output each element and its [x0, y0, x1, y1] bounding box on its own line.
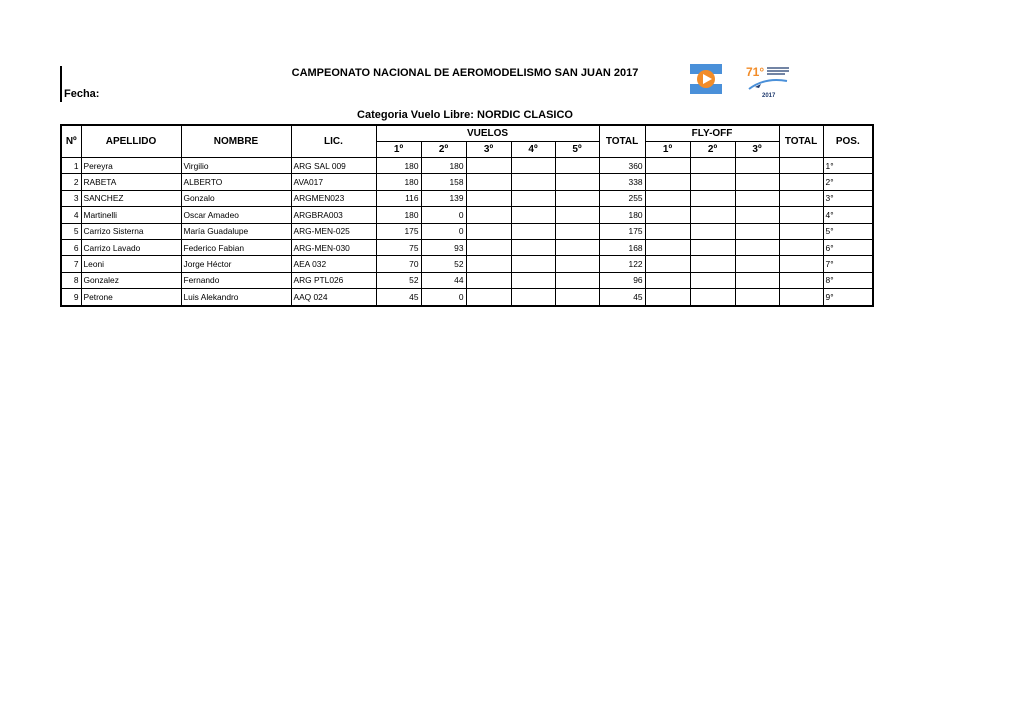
cell-flyoff-2: [690, 158, 735, 174]
cell-flyoff-1: [645, 207, 690, 223]
cell-total: 168: [599, 239, 645, 255]
cell-num: 3: [61, 190, 81, 206]
cell-vuelo-5: [555, 158, 599, 174]
cell-flyoff-1: [645, 223, 690, 239]
cell-flyoff-2: [690, 256, 735, 272]
category-subtitle: Categoria Vuelo Libre: NORDIC CLASICO: [357, 109, 573, 121]
cell-total-final: [779, 207, 823, 223]
cell-pos: 6°: [823, 239, 873, 255]
cell-total: 255: [599, 190, 645, 206]
cell-vuelo-2: 0: [421, 223, 466, 239]
cell-total: 45: [599, 289, 645, 306]
cell-vuelo-2: 139: [421, 190, 466, 206]
cell-nombre: Jorge Héctor: [181, 256, 291, 272]
cell-pos: 7°: [823, 256, 873, 272]
cell-vuelo-1: 75: [376, 239, 421, 255]
cell-flyoff-2: [690, 174, 735, 190]
cell-num: 7: [61, 256, 81, 272]
cell-apellido: Petrone: [81, 289, 181, 306]
cell-apellido: SANCHEZ: [81, 190, 181, 206]
header-flyoff-2: 2º: [690, 142, 735, 158]
table-row: [61, 272, 873, 288]
cell-apellido: Leoni: [81, 256, 181, 272]
cell-flyoff-2: [690, 239, 735, 255]
cell-total-final: [779, 272, 823, 288]
cell-nombre: Fernando: [181, 272, 291, 288]
cell-num: 2: [61, 174, 81, 190]
cell-nombre: Virgilio: [181, 158, 291, 174]
cell-vuelo-5: [555, 207, 599, 223]
cell-nombre: María Guadalupe: [181, 223, 291, 239]
cell-lic: ARGMEN023: [291, 190, 376, 206]
cell-nombre: Gonzalo: [181, 190, 291, 206]
cell-vuelo-4: [511, 223, 555, 239]
margin-bar: [60, 66, 62, 102]
cell-vuelo-3: [466, 174, 511, 190]
cell-num: 5: [61, 223, 81, 239]
header-vuelo-1: 1º: [376, 142, 421, 158]
header-flyoff-3: 3º: [735, 142, 779, 158]
cell-vuelo-2: 180: [421, 158, 466, 174]
cell-vuelo-3: [466, 289, 511, 306]
header-lic: LIC.: [291, 125, 376, 158]
cell-flyoff-1: [645, 190, 690, 206]
cell-pos: 5°: [823, 223, 873, 239]
header-pos: POS.: [823, 125, 873, 158]
cell-nombre: Federico Fabian: [181, 239, 291, 255]
event-number: 71°: [746, 65, 765, 79]
cell-flyoff-3: [735, 174, 779, 190]
header-total: TOTAL: [599, 125, 645, 158]
cell-apellido: Martinelli: [81, 207, 181, 223]
cell-vuelo-3: [466, 158, 511, 174]
cell-lic: ARG PTL026: [291, 272, 376, 288]
cell-num: 8: [61, 272, 81, 288]
cell-apellido: Pereyra: [81, 158, 181, 174]
table-row: [61, 174, 873, 190]
cell-vuelo-2: 93: [421, 239, 466, 255]
header-flyoff: FLY-OFF: [645, 125, 779, 142]
cell-vuelo-1: 180: [376, 174, 421, 190]
cell-pos: 4°: [823, 207, 873, 223]
cell-vuelo-5: [555, 190, 599, 206]
cell-total-final: [779, 190, 823, 206]
cell-num: 9: [61, 289, 81, 306]
table-row: [61, 289, 873, 306]
cell-vuelo-3: [466, 239, 511, 255]
header-nombre: NOMBRE: [181, 125, 291, 158]
table-row: [61, 207, 873, 223]
cell-total-final: [779, 158, 823, 174]
cell-total: 96: [599, 272, 645, 288]
header-total-final: TOTAL: [779, 125, 823, 158]
cell-vuelo-4: [511, 239, 555, 255]
cell-apellido: Carrizo Sisterna: [81, 223, 181, 239]
cell-vuelo-1: 70: [376, 256, 421, 272]
cell-total: 360: [599, 158, 645, 174]
cell-lic: AVA017: [291, 174, 376, 190]
cell-flyoff-1: [645, 272, 690, 288]
cell-vuelo-3: [466, 207, 511, 223]
cell-flyoff-2: [690, 207, 735, 223]
cell-total-final: [779, 174, 823, 190]
table-row: [61, 256, 873, 272]
cell-flyoff-1: [645, 289, 690, 306]
cell-total: 122: [599, 256, 645, 272]
cell-flyoff-3: [735, 190, 779, 206]
cell-lic: AAQ 024: [291, 289, 376, 306]
cell-flyoff-3: [735, 158, 779, 174]
cell-vuelo-3: [466, 272, 511, 288]
cell-vuelo-5: [555, 289, 599, 306]
cell-apellido: Gonzalez: [81, 272, 181, 288]
cell-vuelo-1: 52: [376, 272, 421, 288]
cell-vuelo-4: [511, 289, 555, 306]
header-num: Nº: [61, 125, 81, 158]
event-71-logo-icon: [745, 63, 791, 99]
cell-vuelo-5: [555, 239, 599, 255]
cell-flyoff-3: [735, 256, 779, 272]
cell-total: 175: [599, 223, 645, 239]
cell-vuelo-3: [466, 223, 511, 239]
cell-vuelo-4: [511, 174, 555, 190]
event-year: 2017: [762, 93, 776, 99]
cell-vuelo-4: [511, 207, 555, 223]
cell-flyoff-3: [735, 272, 779, 288]
cell-flyoff-2: [690, 289, 735, 306]
cell-flyoff-1: [645, 256, 690, 272]
cell-num: 1: [61, 158, 81, 174]
cell-pos: 3°: [823, 190, 873, 206]
cell-pos: 2°: [823, 174, 873, 190]
cell-vuelo-2: 158: [421, 174, 466, 190]
cell-vuelo-5: [555, 272, 599, 288]
cell-vuelo-3: [466, 256, 511, 272]
cell-pos: 8°: [823, 272, 873, 288]
cell-total-final: [779, 289, 823, 306]
cell-vuelo-1: 180: [376, 207, 421, 223]
header-vuelo-3: 3º: [466, 142, 511, 158]
cell-vuelo-5: [555, 223, 599, 239]
cell-vuelo-1: 116: [376, 190, 421, 206]
cell-total-final: [779, 239, 823, 255]
table-row: [61, 190, 873, 206]
cell-pos: 1°: [823, 158, 873, 174]
table-row: [61, 158, 873, 174]
header-vuelo-5: 5º: [555, 142, 599, 158]
cell-nombre: ALBERTO: [181, 174, 291, 190]
cell-vuelo-5: [555, 174, 599, 190]
cell-total: 338: [599, 174, 645, 190]
cell-nombre: Luis Alekandro: [181, 289, 291, 306]
header-vuelos: VUELOS: [376, 125, 599, 142]
cell-flyoff-3: [735, 223, 779, 239]
cell-vuelo-4: [511, 256, 555, 272]
cell-vuelo-4: [511, 272, 555, 288]
cell-nombre: Oscar Amadeo: [181, 207, 291, 223]
cell-flyoff-3: [735, 289, 779, 306]
cell-total-final: [779, 223, 823, 239]
cell-vuelo-4: [511, 158, 555, 174]
table-row: [61, 223, 873, 239]
cell-total: 180: [599, 207, 645, 223]
cell-flyoff-3: [735, 239, 779, 255]
header-flyoff-1: 1º: [645, 142, 690, 158]
cell-pos: 9°: [823, 289, 873, 306]
results-body: [61, 158, 873, 306]
cell-total-final: [779, 256, 823, 272]
cell-flyoff-1: [645, 174, 690, 190]
page-title: CAMPEONATO NACIONAL DE AEROMODELISMO SAN JUAN 2017: [291, 67, 639, 79]
date-label: Fecha:: [64, 88, 100, 100]
cell-apellido: RABETA: [81, 174, 181, 190]
cell-vuelo-2: 44: [421, 272, 466, 288]
cell-vuelo-2: 0: [421, 289, 466, 306]
cell-flyoff-1: [645, 158, 690, 174]
cell-lic: ARG-MEN-030: [291, 239, 376, 255]
cell-num: 4: [61, 207, 81, 223]
cell-lic: AEA 032: [291, 256, 376, 272]
cell-flyoff-1: [645, 239, 690, 255]
cell-flyoff-2: [690, 272, 735, 288]
cell-apellido: Carrizo Lavado: [81, 239, 181, 255]
cell-vuelo-3: [466, 190, 511, 206]
cell-vuelo-1: 45: [376, 289, 421, 306]
cell-lic: ARG-MEN-025: [291, 223, 376, 239]
header-vuelo-2: 2º: [421, 142, 466, 158]
flag-logo-icon: [690, 64, 722, 94]
cell-vuelo-1: 175: [376, 223, 421, 239]
cell-vuelo-2: 52: [421, 256, 466, 272]
header-apellido: APELLIDO: [81, 125, 181, 158]
cell-vuelo-4: [511, 190, 555, 206]
cell-num: 6: [61, 239, 81, 255]
cell-flyoff-3: [735, 207, 779, 223]
cell-lic: ARG SAL 009: [291, 158, 376, 174]
cell-vuelo-2: 0: [421, 207, 466, 223]
table-row: [61, 239, 873, 255]
cell-flyoff-2: [690, 190, 735, 206]
cell-lic: ARGBRA003: [291, 207, 376, 223]
cell-vuelo-5: [555, 256, 599, 272]
cell-flyoff-2: [690, 223, 735, 239]
header-vuelo-4: 4º: [511, 142, 555, 158]
results-table: [60, 124, 874, 307]
cell-vuelo-1: 180: [376, 158, 421, 174]
